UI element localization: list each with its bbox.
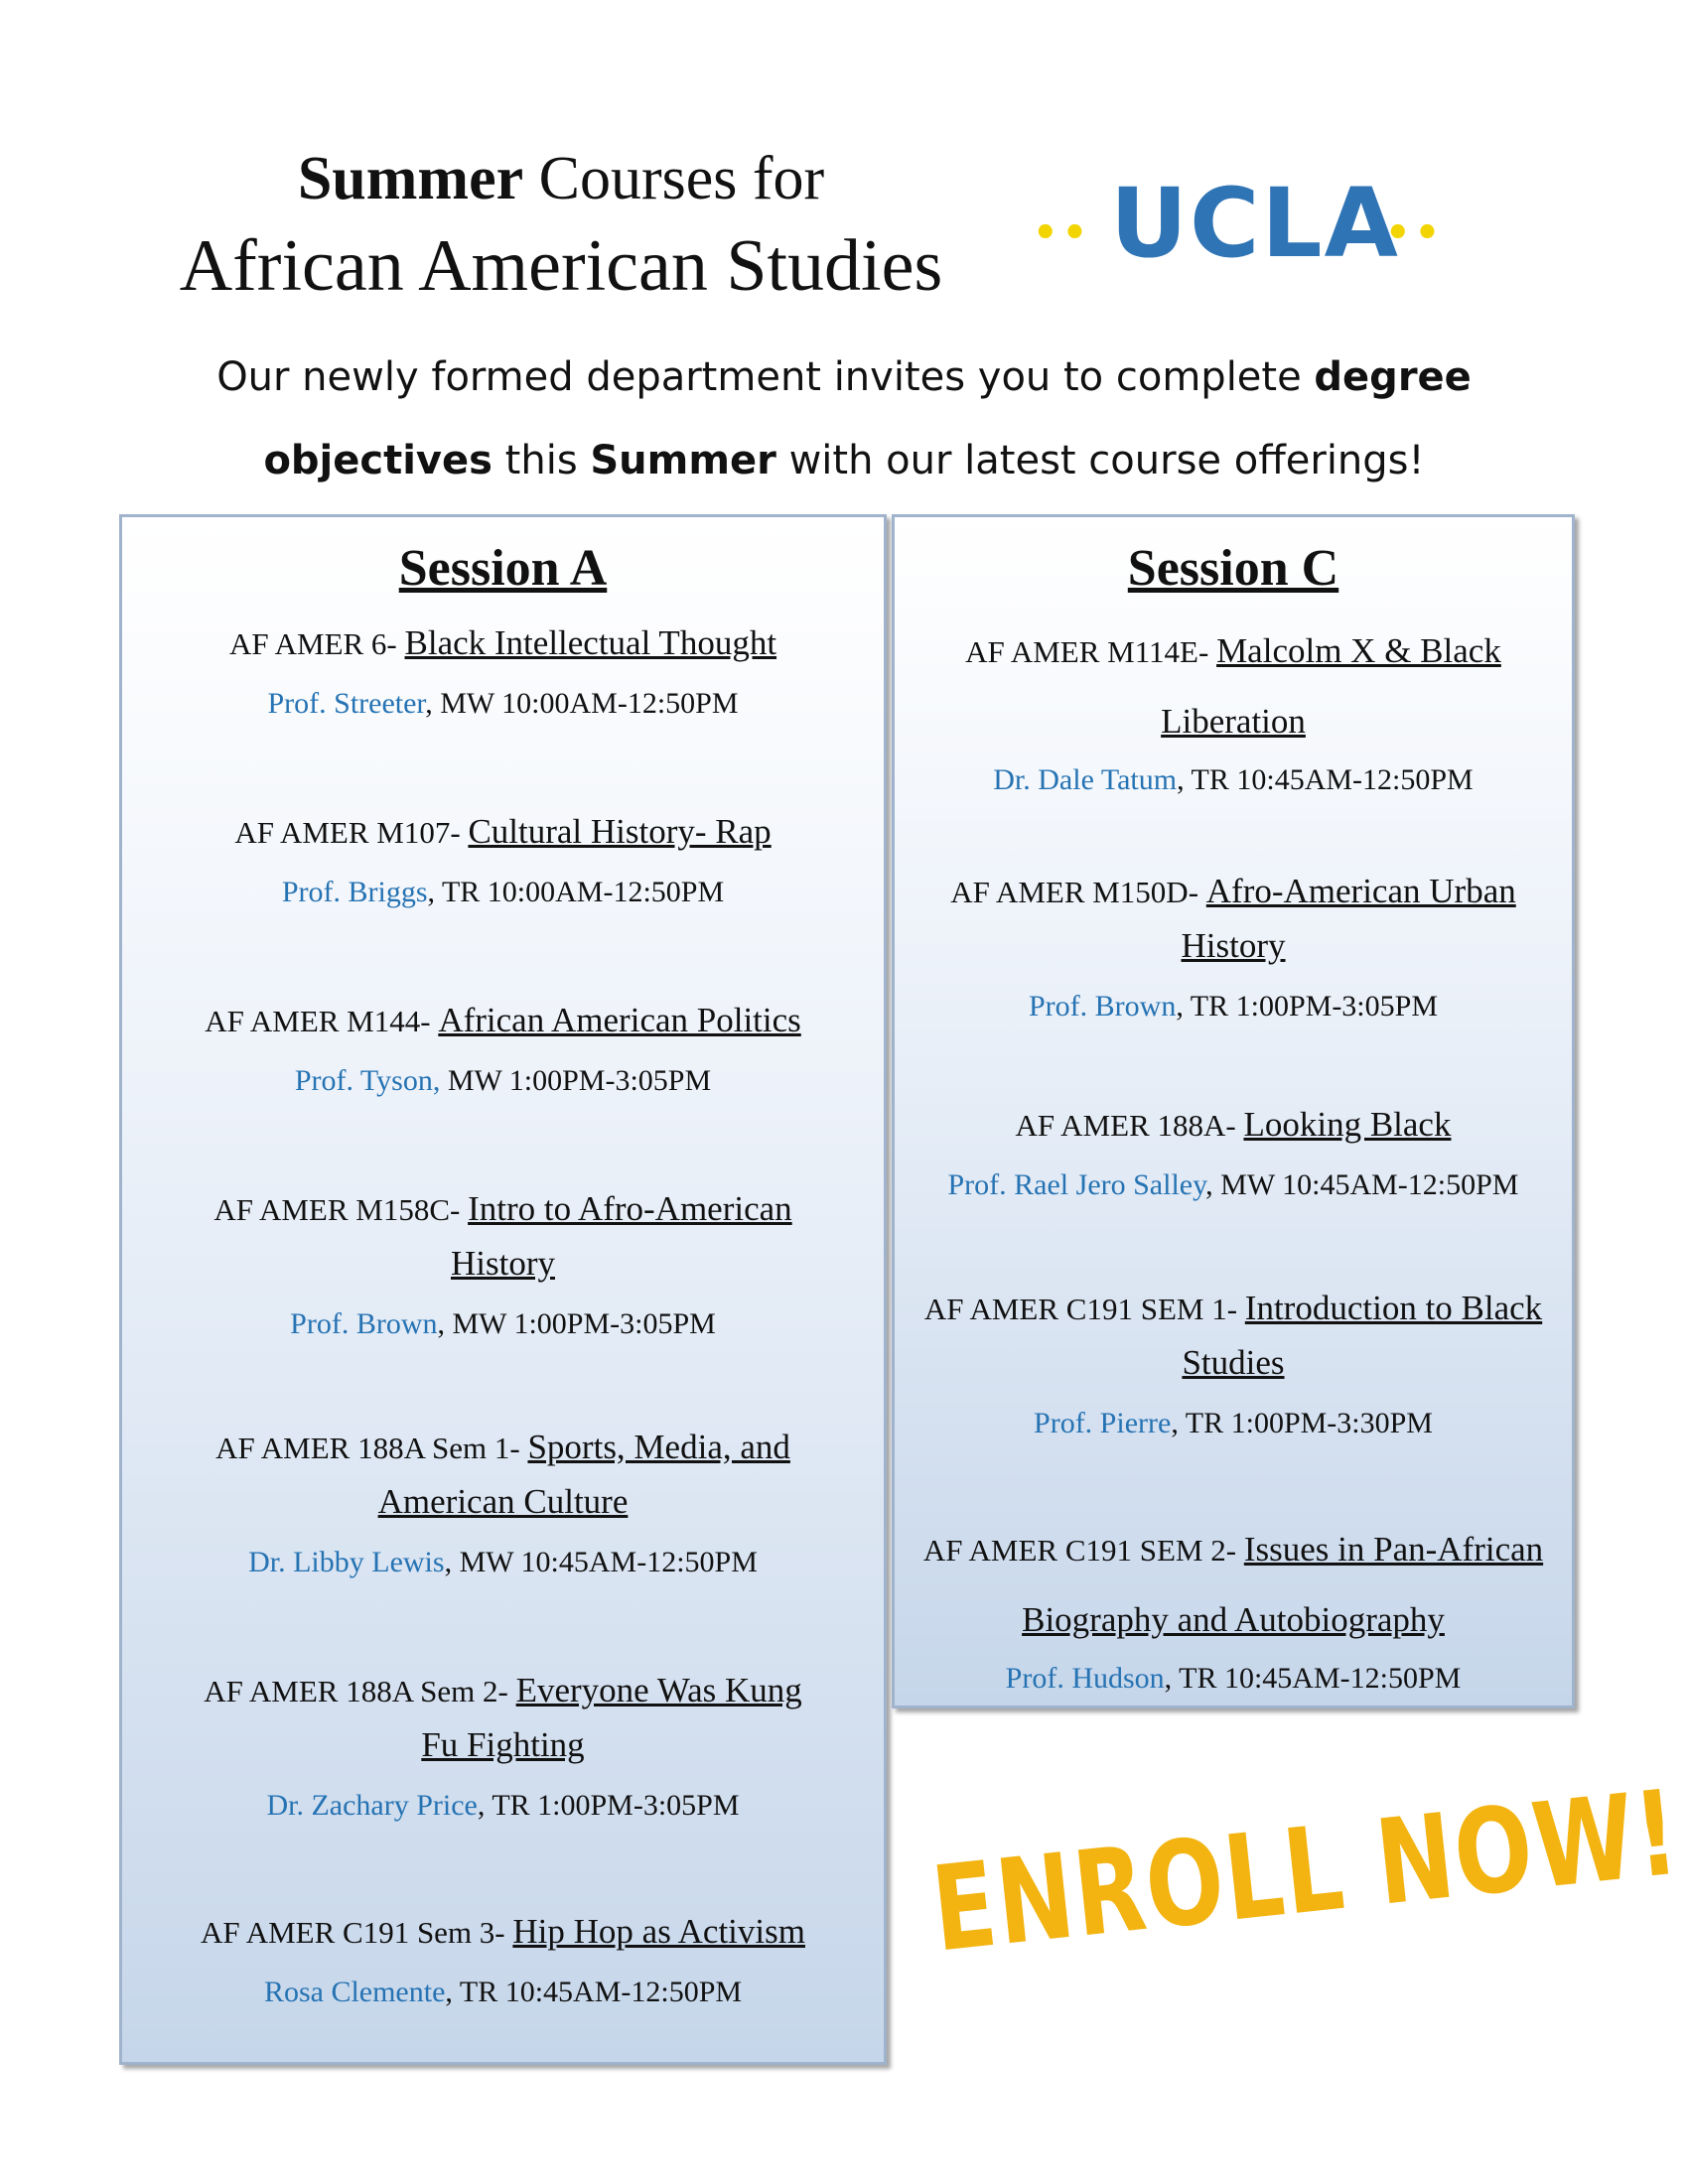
- course-meta: [895, 1656, 1572, 1702]
- course-meta: [122, 1970, 884, 2015]
- course-schedule: , TR 1:00PM-3:30PM: [1171, 1407, 1433, 1439]
- session-c-panel: [892, 514, 1575, 1708]
- course-heading: [895, 616, 1572, 757]
- course-code: AF AMER 188A-: [1015, 1108, 1244, 1143]
- course-heading: [122, 1421, 884, 1530]
- course-schedule: MW 1:00PM-3:05PM: [440, 1064, 712, 1097]
- instructor-name: Prof. Hudson: [1005, 1662, 1165, 1695]
- intro-part-3: with our latest course offerings!: [775, 438, 1425, 483]
- course-title: Intro to Afro-American History: [451, 1189, 792, 1283]
- course-heading: [122, 1905, 884, 1960]
- course-title: Afro-American Urban History: [1181, 872, 1516, 965]
- instructor-name: Prof. Briggs: [281, 876, 428, 908]
- session-a-panel: [119, 514, 887, 2065]
- title-line-2: African American Studies: [179, 225, 943, 307]
- course-heading: [122, 994, 884, 1048]
- course-code: AF AMER 188A Sem 2-: [204, 1674, 516, 1708]
- course-code: AF AMER M114E-: [965, 634, 1217, 669]
- course-item: [122, 805, 884, 915]
- course-meta: [895, 1401, 1572, 1446]
- instructor-name: Prof. Rael Jero Salley: [947, 1168, 1206, 1201]
- course-item: [895, 1098, 1572, 1208]
- course-schedule: , MW 10:45AM-12:50PM: [444, 1546, 758, 1578]
- instructor-name: Prof. Tyson,: [294, 1064, 441, 1097]
- course-heading: [122, 1664, 884, 1773]
- course-meta: [122, 1540, 884, 1585]
- course-item: [122, 1421, 884, 1585]
- course-meta: [122, 870, 884, 915]
- flyer-title: [149, 139, 973, 314]
- course-code: AF AMER C191 SEM 1-: [923, 1292, 1245, 1326]
- course-code: AF AMER C191 Sem 3-: [201, 1915, 513, 1950]
- instructor-name: Prof. Pierre: [1034, 1407, 1172, 1439]
- course-code: AF AMER 188A Sem 1-: [215, 1431, 528, 1465]
- course-item: [895, 1282, 1572, 1446]
- instructor-name: Dr. Dale Tatum: [993, 763, 1178, 796]
- intro-part-2: this: [492, 438, 591, 483]
- course-item: [122, 616, 884, 727]
- title-rest: Courses for: [523, 145, 825, 212]
- course-item: [895, 1515, 1572, 1702]
- course-title: Malcolm X & Black Liberation: [1161, 631, 1501, 741]
- course-heading: [895, 1282, 1572, 1391]
- course-item: [122, 1905, 884, 2015]
- course-title: African American Politics: [438, 1001, 801, 1039]
- intro-text: [179, 336, 1509, 502]
- course-title: Looking Black: [1243, 1105, 1452, 1144]
- course-schedule: , MW 1:00PM-3:05PM: [437, 1307, 716, 1340]
- course-code: AF AMER M150D-: [950, 875, 1206, 909]
- title-bold-word: Summer: [297, 145, 524, 212]
- instructor-name: Prof. Brown: [290, 1307, 438, 1340]
- course-schedule: , TR 10:00AM-12:50PM: [427, 876, 725, 908]
- course-item: [122, 1182, 884, 1347]
- course-code: AF AMER M144-: [205, 1004, 439, 1038]
- course-heading: [895, 1098, 1572, 1153]
- logo-dots-left: ••: [1033, 210, 1092, 256]
- course-schedule: , TR 10:45AM-12:50PM: [1164, 1662, 1462, 1695]
- course-schedule: , TR 10:45AM-12:50PM: [445, 1976, 743, 2008]
- course-heading: [895, 865, 1572, 974]
- logo-text: UCLA: [1110, 168, 1400, 279]
- course-meta: [122, 1783, 884, 1829]
- course-meta: [122, 1301, 884, 1347]
- course-title: Issues in Pan-African Biography and Autobiography: [1022, 1530, 1544, 1639]
- course-title: Hip Hop as Activism: [512, 1912, 805, 1951]
- intro-bold-2: Summer: [590, 438, 776, 483]
- course-item: [895, 616, 1572, 803]
- instructor-name: Dr. Zachary Price: [266, 1789, 478, 1822]
- course-schedule: , TR 1:00PM-3:05PM: [477, 1789, 740, 1822]
- title-line-1: [149, 139, 973, 218]
- course-heading: [122, 616, 884, 671]
- course-meta: [122, 681, 884, 727]
- course-schedule: , TR 10:45AM-12:50PM: [1177, 763, 1474, 796]
- course-heading: [122, 1182, 884, 1292]
- course-code: AF AMER M158C-: [213, 1192, 469, 1227]
- course-meta: [895, 984, 1572, 1029]
- instructor-name: Prof. Brown: [1028, 990, 1177, 1023]
- course-code: AF AMER C191 SEM 2-: [922, 1533, 1244, 1568]
- session-c-title: Session C: [1127, 540, 1339, 597]
- course-schedule: , MW 10:00AM-12:50PM: [425, 687, 739, 720]
- course-heading: [122, 805, 884, 860]
- intro-bold-1: degree objectives: [263, 354, 1472, 483]
- instructor-name: Dr. Libby Lewis: [248, 1546, 445, 1578]
- course-title: Introduction to Black Studies: [1182, 1289, 1543, 1382]
- course-title: Black Intellectual Thought: [404, 623, 777, 662]
- course-title: Everyone Was Kung Fu Fighting: [421, 1671, 802, 1764]
- course-item: [122, 1664, 884, 1829]
- course-schedule: , TR 1:00PM-3:05PM: [1176, 990, 1438, 1023]
- session-a-title: Session A: [398, 540, 608, 597]
- enroll-now-text: ENROLL NOW!: [925, 1763, 1686, 1979]
- instructor-name: Rosa Clemente: [263, 1976, 446, 2008]
- course-meta: [895, 1162, 1572, 1208]
- course-code: AF AMER 6-: [228, 626, 405, 661]
- course-heading: [895, 1515, 1572, 1656]
- course-title: Sports, Media, and American Culture: [377, 1428, 790, 1521]
- instructor-name: Prof. Streeter: [267, 687, 426, 720]
- course-code: AF AMER M107-: [234, 815, 469, 850]
- ucla-logo: [1033, 168, 1445, 279]
- intro-part-1: Our newly formed department invites you to complete: [216, 354, 1315, 400]
- course-meta: [895, 757, 1572, 803]
- course-meta: [122, 1058, 884, 1104]
- course-item: [895, 865, 1572, 1029]
- course-item: [122, 994, 884, 1104]
- course-title: Cultural History- Rap: [468, 812, 772, 851]
- logo-dots-right: ••: [1385, 210, 1445, 256]
- course-schedule: , MW 10:45AM-12:50PM: [1205, 1168, 1519, 1201]
